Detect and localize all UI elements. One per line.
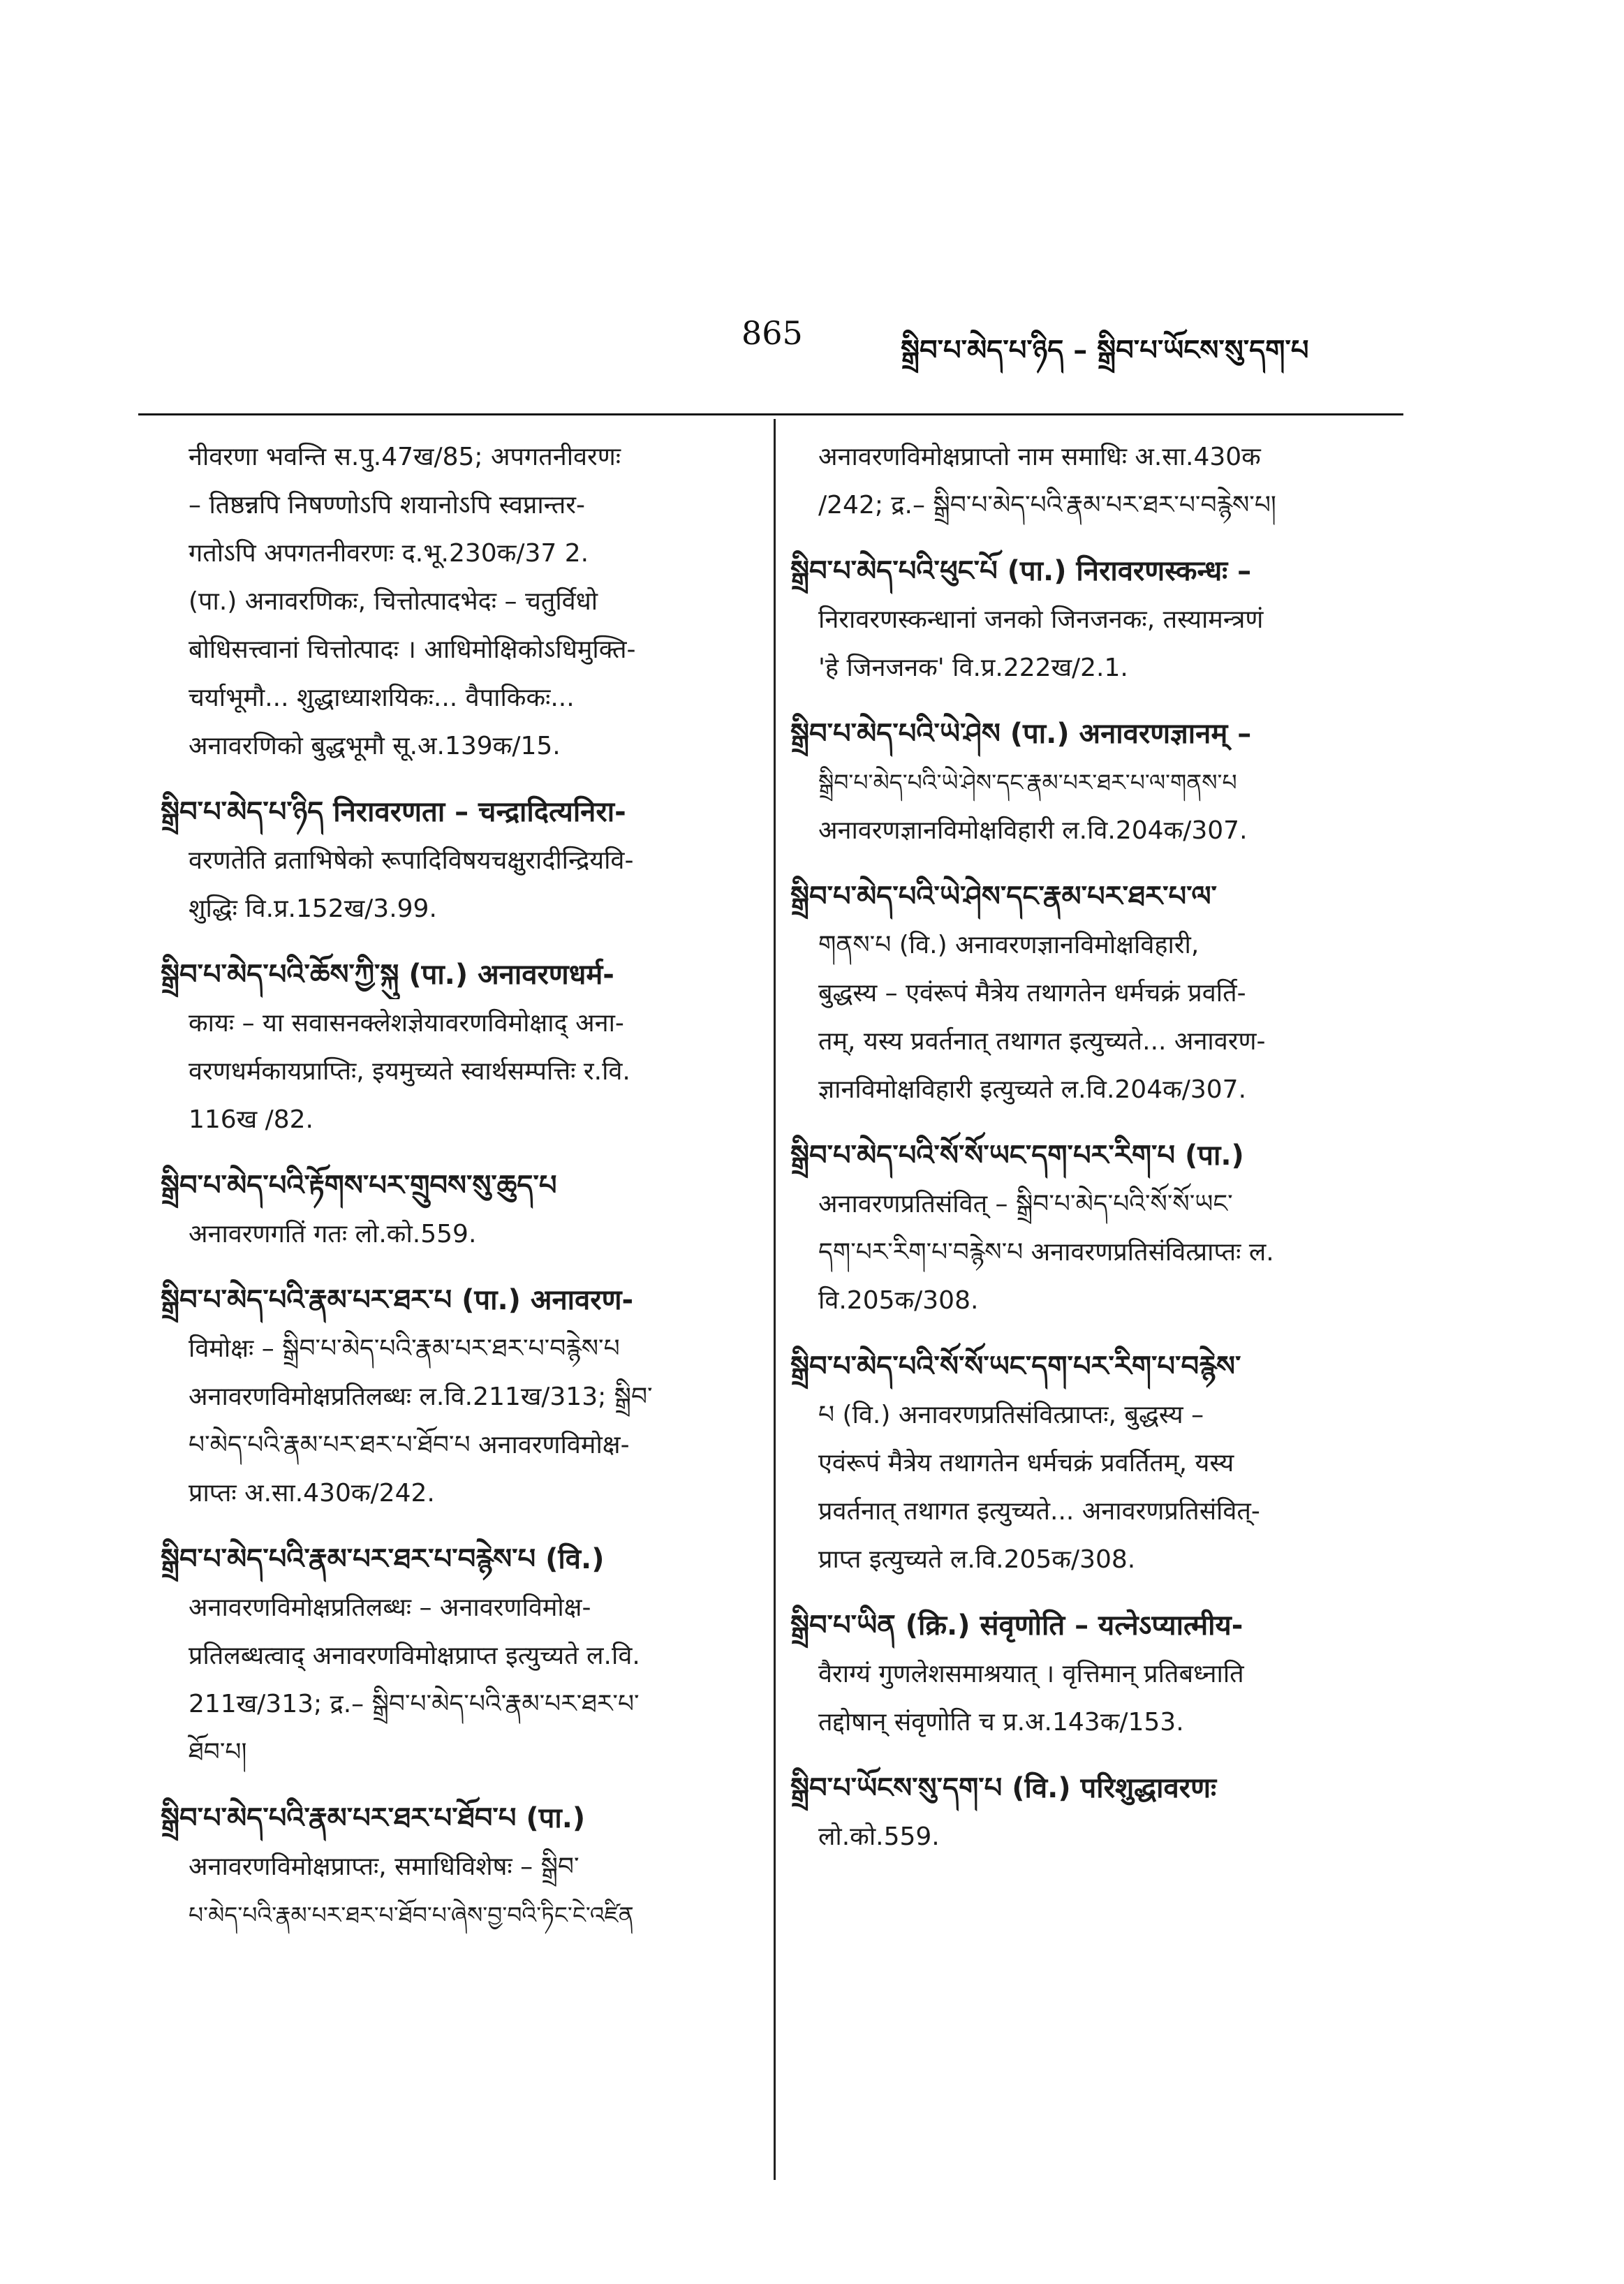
left-text-line: बोधिसत्त्वानां चित्तोत्पादः । आधिमोक्षिकोऽधिमुक्ति-	[189, 635, 636, 664]
right-text-line: निरावरणस्कन्धानां जनको जिनजनकः, तस्यामन्त्रणं	[818, 605, 1264, 634]
right-text-line: लो.को.559.	[818, 1822, 940, 1851]
right-spacer	[790, 1325, 1403, 1343]
left-text-line: प्रतिलब्धत्वाद् अनावरणविमोक्षप्राप्त इत्युच्यते ल.वि.	[189, 1642, 640, 1670]
left-spacer	[161, 1517, 740, 1535]
page-number: 865	[741, 314, 803, 352]
left-text-line: प्राप्तः अ.सा.430क/242.	[189, 1479, 435, 1508]
right-text-line: अनावरणविमोक्षप्राप्तो नाम समाधिः अ.सा.430क	[818, 443, 1261, 471]
right-text-line: དག་པར་རིག་པ་བརྙེས་པ अनावरणप्रतिसंवित्प्राप्तः ल.	[818, 1238, 1274, 1267]
left-text-line: शुद्धिः वि.प्र.152ख/3.99.	[189, 894, 437, 923]
running-head: སྒྲིབ་པ་མེད་པ་ཉིད – སྒྲིབ་པ་ཡོངས་སུ་དག་པ	[901, 334, 1309, 367]
left-text-line: अनावरणविमोक्षप्रतिलब्धः ल.वि.211ख/313; སྒྲིབ་	[189, 1383, 653, 1411]
right-entry-headword: སྒྲིབ་པ་ཡིན (क्रि.) संवृणोति – यत्नेऽप्यात्मीय-	[790, 1609, 1243, 1642]
left-text-line: वरणधर्मकायप्राप्तिः, इयमुच्यते स्वार्थसम्पत्तिः र.वि.	[189, 1057, 630, 1086]
left-spacer	[161, 933, 740, 951]
right-text-line: प्राप्त इत्युच्यते ल.वि.205क/308.	[818, 1545, 1136, 1574]
left-entry-headword: སྒྲིབ་པ་མེད་པའི་རྣམ་པར་ཐར་པ་ཐོབ་པ (पा.)	[161, 1802, 586, 1834]
left-text-line: चर्याभूमौ... शुद्धाध्याशयिकः... वैपाकिकः...	[189, 684, 575, 712]
left-text-line: अनावरणविमोक्षप्राप्तः, समाधिविशेषः – སྒྲིབ་	[189, 1852, 580, 1881]
right-text-line: एवंरूपं मैत्रेय तथागतेन धर्मचक्रं प्रवर्तितम्, यस्य	[818, 1449, 1234, 1478]
left-entry-headword: སྒྲིབ་པ་མེད་པའི་རྟོགས་པར་གྲུབས་སུ་ཆུད་པ	[161, 1170, 557, 1202]
right-text-line: པ (वि.) अनावरणप्रतिसंवित्प्राप्तः, बुद्धस्य –	[818, 1401, 1204, 1429]
left-entry-headword: སྒྲིབ་པ་མེད་པའི་ཆོས་ཀྱི་སྐུ (पा.) अनावरणधर्म-	[161, 959, 614, 991]
right-text-line: /242; द्र.– སྒྲིབ་པ་མེད་པའི་རྣམ་པར་ཐར་པ་བརྙེས་པ།	[818, 491, 1276, 520]
left-text-line: गतोऽपि अपगतनीवरणः द.भू.230क/37 2.	[189, 539, 589, 568]
left-text-line: 116ख /82.	[189, 1105, 313, 1134]
right-text-line: अनावरणप्रतिसंवित् – སྒྲིབ་པ་མེད་པའི་སོ་སོ་ཡང་	[818, 1190, 1233, 1218]
right-text-line: तद्दोषान् संवृणोति च प्र.अ.143क/153.	[818, 1708, 1184, 1737]
right-spacer	[790, 1746, 1403, 1764]
right-text-line: वैराग्यं गुणलेशसमाश्रयात् । वृत्तिमान् प्रतिबध्नाति	[818, 1660, 1244, 1688]
right-entry-headword: སྒྲིབ་པ་མེད་པའི་ཡེ་ཤེས (पा.) अनावरणज्ञानम् –	[790, 718, 1252, 750]
right-text-line: अनावरणज्ञानविमोक्षविहारी ल.वि.204क/307.	[818, 816, 1248, 845]
left-text-line: अनावरणविमोक्षप्रतिलब्धः – अनावरणविमोक्ष-	[189, 1593, 591, 1622]
right-text-line: प्रवर्तनात् तथागत इत्युच्यते... अनावरणप्रतिसंवित्-	[818, 1497, 1260, 1526]
left-text-line: པ་མེད་པའི་རྣམ་པར་ཐར་པ་ཐོབ་པ अनावरणविमोक्ष-	[189, 1431, 630, 1459]
left-text-line: – तिष्ठन्नपि निषण्णोऽपि शयानोऽपि स्वप्नान्तर-	[189, 491, 585, 520]
left-spacer	[161, 770, 740, 788]
column-divider	[774, 419, 776, 2180]
left-text-line: विमोक्षः – སྒྲིབ་པ་མེད་པའི་རྣམ་པར་ཐར་པ་བརྙེས་པ	[189, 1334, 620, 1363]
right-entry-headword: སྒྲིབ་པ་མེད་པའི་ཕུང་པོ (पा.) निरावरणस्कन्धः –	[790, 555, 1252, 587]
right-text-line: वि.205क/308.	[818, 1286, 979, 1315]
right-spacer	[790, 1584, 1403, 1602]
left-spacer	[161, 1144, 740, 1162]
right-entry-headword: སྒྲིབ་པ་མེད་པའི་སོ་སོ་ཡང་དག་པར་རིག་པ་བརྙེས་	[790, 1350, 1241, 1383]
right-spacer	[790, 692, 1403, 710]
left-text-line: (पा.) अनावरणिकः, चित्तोत्पादभेदः – चतुर्विधो	[189, 587, 598, 616]
right-text-line: སྒྲིབ་པ་མེད་པའི་ཡེ་ཤེས་དང་རྣམ་པར་ཐར་པ་ལ་གནས་པ	[818, 769, 1237, 796]
right-entry-headword: སྒྲིབ་པ་ཡོངས་སུ་དག་པ (वि.) परिशुद्धावरणः	[790, 1772, 1217, 1804]
left-entry-headword: སྒྲིབ་པ་མེད་པའི་རྣམ་པར་ཐར་པ་བརྙེས་པ (वि.)	[161, 1543, 605, 1575]
left-text-line: अनावरणिको बुद्धभूमौ सू.अ.139क/15.	[189, 732, 561, 760]
left-text-line: कायः – या सवासनक्लेशज्ञेयावरणविमोक्षाद् अना-	[189, 1009, 624, 1038]
left-text-line: नीवरणा भवन्ति स.पु.47ख/85; अपगतनीवरणः	[189, 443, 621, 471]
right-text-line: 'हे जिनजनक' वि.प्र.222ख/2.1.	[818, 654, 1128, 682]
right-text-line: तम्, यस्य प्रवर्तनात् तथागत इत्युच्यते... अनावरण-	[818, 1027, 1266, 1056]
left-entry-headword: སྒྲིབ་པ་མེད་པ་ཉིད निरावरणता – चन्द्रादित्यनिरा-	[161, 796, 626, 828]
right-spacer	[790, 1114, 1403, 1132]
left-column	[161, 433, 740, 1939]
right-text-line: बुद्धस्य – एवंरूपं मैत्रेय तथागतेन धर्मचक्रं प्रवर्ति-	[818, 979, 1246, 1008]
left-text-line: अनावरणगतिं गतः लो.को.559.	[189, 1220, 477, 1248]
right-text-line: ज्ञानविमोक्षविहारी इत्युच्यते ल.वि.204क/307.	[818, 1075, 1247, 1104]
right-entry-headword: སྒྲིབ་པ་མེད་པའི་སོ་སོ་ཡང་དག་པར་རིག་པ (पा.)	[790, 1140, 1244, 1172]
right-spacer	[790, 529, 1403, 547]
header-rule	[138, 413, 1403, 415]
left-spacer	[161, 1776, 740, 1795]
right-column	[790, 433, 1403, 1861]
left-entry-headword: སྒྲིབ་པ་མེད་པའི་རྣམ་པར་ཐར་པ (पा.) अनावरण-	[161, 1284, 634, 1316]
left-text-line: ཐོབ་པ།	[189, 1738, 247, 1767]
left-text-line: वरणतेति व्रताभिषेको रूपादिविषयचक्षुरादीन्द्रियवि-	[189, 846, 634, 875]
left-text-line: པ་མེད་པའི་རྣམ་པར་ཐར་པ་ཐོབ་པ་ཞེས་བྱ་བའི་ཏིང་ངེ་འཛིན	[189, 1901, 634, 1929]
left-text-line: 211ख/313; द्र.– སྒྲིབ་པ་མེད་པའི་རྣམ་པར་ཐར་པ་	[189, 1690, 640, 1718]
left-spacer	[161, 1258, 740, 1276]
right-entry-headword: སྒྲིབ་པ་མེད་པའི་ཡེ་ཤེས་དང་རྣམ་པར་ཐར་པ་ལ་	[790, 881, 1217, 913]
right-spacer	[790, 855, 1403, 873]
right-text-line: གནས་པ (वि.) अनावरणज्ञानविमोक्षविहारी,	[818, 931, 1199, 959]
